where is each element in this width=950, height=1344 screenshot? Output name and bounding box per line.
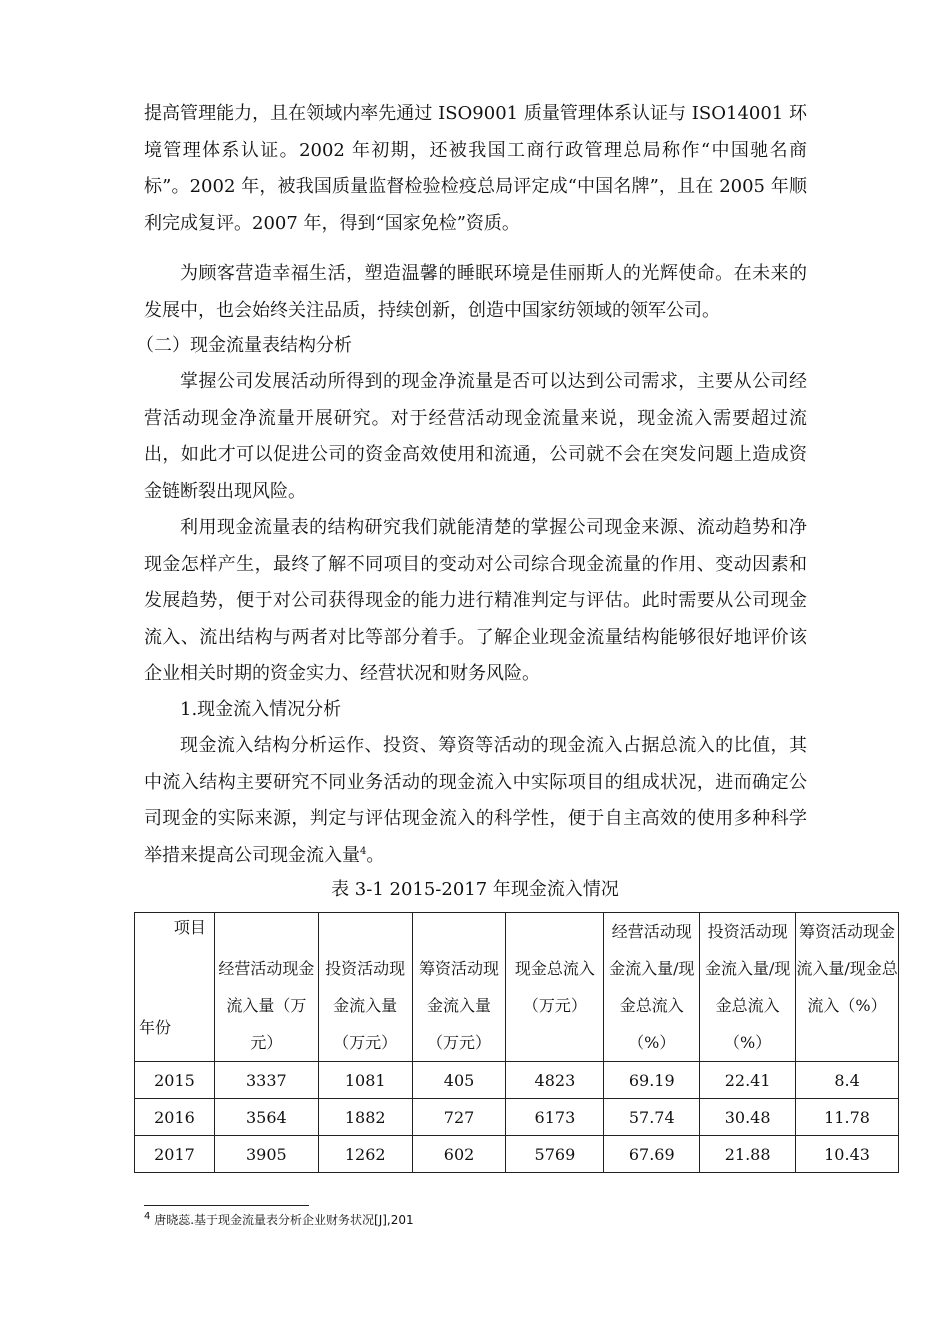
table-cell: 405 <box>412 1062 506 1099</box>
table-cell: 727 <box>412 1099 506 1136</box>
table-cell: 3905 <box>214 1136 318 1173</box>
table-cell: 8.4 <box>796 1062 899 1099</box>
table-cell-year: 2017 <box>135 1136 215 1173</box>
table-cell: 4823 <box>506 1062 604 1099</box>
paragraph-inflow-text: 现金流入结构分析运作、投资、筹资等活动的现金流入占据总流入的比值，其中流入结构主要研究不同业务活动的现金流入中实际项目的组成状况，进而确定公司现金的实际来源，判定与评估现金流入的科学性，便于自主高效的使用多种科学举措来提高公司现金流入量 <box>144 735 807 866</box>
header-operating-ratio: 经营活动现金流入量/现金总流入（%） <box>604 913 700 1062</box>
table-cell: 602 <box>412 1136 506 1173</box>
header-financing-ratio: 筹资活动现金流入量/现金总流入（%） <box>796 913 899 1062</box>
table-cell: 6173 <box>506 1099 604 1136</box>
corner-label-item: 项目 <box>173 918 206 937</box>
paragraph-mission: 为顾客营造幸福生活，塑造温馨的睡眠环境是佳丽斯人的光辉使命。在未来的发展中，也会始终关注品质，持续创新，创造中国家纺领域的领军公司。 <box>144 263 807 321</box>
header-total-inflow: 现金总流入（万元） <box>506 913 604 1062</box>
paragraph-quality-certifications: 提高管理能力，且在领域内率先通过 ISO9001 质量管理体系认证与 ISO14001 环境管理体系认证。2002 年初期，还被我国工商行政管理总局称作“中国驰名商标”。2002 年，被我国质量监督检验检疫总局评定成“中国名牌”，且在 2005 年顺利完成复评。2007 年，得到“国家免检”资质。 <box>144 103 807 234</box>
paragraph-inflow-structure <box>144 728 807 874</box>
table-cell-year: 2015 <box>135 1062 215 1099</box>
header-operating-inflow: 经营活动现金流入量（万元） <box>214 913 318 1062</box>
table-cell: 5769 <box>506 1136 604 1173</box>
header-financing-inflow: 筹资活动现金流入量（万元） <box>412 913 506 1062</box>
footnote-mark: 4 <box>144 1211 151 1222</box>
table-row <box>135 1099 899 1136</box>
table-cell: 1262 <box>318 1136 412 1173</box>
footnote-text: 唐晓蕊.基于现金流量表分析企业财务状况[J],201 <box>154 1213 414 1227</box>
table-cell: 10.43 <box>796 1136 899 1173</box>
table-cell: 1081 <box>318 1062 412 1099</box>
table-cell: 3564 <box>214 1099 318 1136</box>
footnote-divider <box>144 1205 309 1206</box>
table-row <box>135 1062 899 1099</box>
table-cell: 57.74 <box>604 1099 700 1136</box>
table-corner-cell <box>135 913 215 1062</box>
table-cell: 3337 <box>214 1062 318 1099</box>
table-header-row <box>135 913 899 1062</box>
table-caption: 表 3-1 2015-2017 年现金流入情况 <box>331 879 619 900</box>
footnote-reference: 4 <box>360 845 367 857</box>
section-heading-cashflow-structure: （二）现金流量表结构分析 <box>136 335 352 356</box>
table-cell: 11.78 <box>796 1099 899 1136</box>
cash-inflow-table <box>134 912 899 1173</box>
table-cell: 30.48 <box>700 1099 796 1136</box>
paragraph-net-cashflow: 掌握公司发展活动所得到的现金净流量是否可以达到公司需求，主要从公司经营活动现金净流量开展研究。对于经营活动现金流量来说，现金流入需要超过流出，如此才可以促进公司的资金高效使用和流通，公司就不会在突发问题上造成资金链断裂出现风险。 <box>144 371 807 502</box>
table-cell: 1882 <box>318 1099 412 1136</box>
paragraph-structure-analysis: 利用现金流量表的结构研究我们就能清楚的掌握公司现金来源、流动趋势和净现金怎样产生，最终了解不同项目的变动对公司综合现金流量的作用、变动因素和发展趋势，便于对公司获得现金的能力进行精准判定与评估。此时需要从公司现金流入、流出结构与两者对比等部分着手。了解企业现金流量结构能够很好地评价该企业相关时期的资金实力、经营状况和财务风险。 <box>144 517 807 684</box>
header-investing-inflow: 投资活动现金流入量（万元） <box>318 913 412 1062</box>
corner-label-year: 年份 <box>139 1018 172 1037</box>
table-row <box>135 1136 899 1173</box>
footnote <box>144 1212 414 1228</box>
paragraph-inflow-end: 。 <box>366 844 385 866</box>
table-cell: 67.69 <box>604 1136 700 1173</box>
table-cell: 22.41 <box>700 1062 796 1099</box>
subsection-heading-inflow: 1.现金流入情况分析 <box>180 699 342 720</box>
table-cell: 69.19 <box>604 1062 700 1099</box>
table-cell-year: 2016 <box>135 1099 215 1136</box>
header-investing-ratio: 投资活动现金流入量/现金总流入（%） <box>700 913 796 1062</box>
table-cell: 21.88 <box>700 1136 796 1173</box>
